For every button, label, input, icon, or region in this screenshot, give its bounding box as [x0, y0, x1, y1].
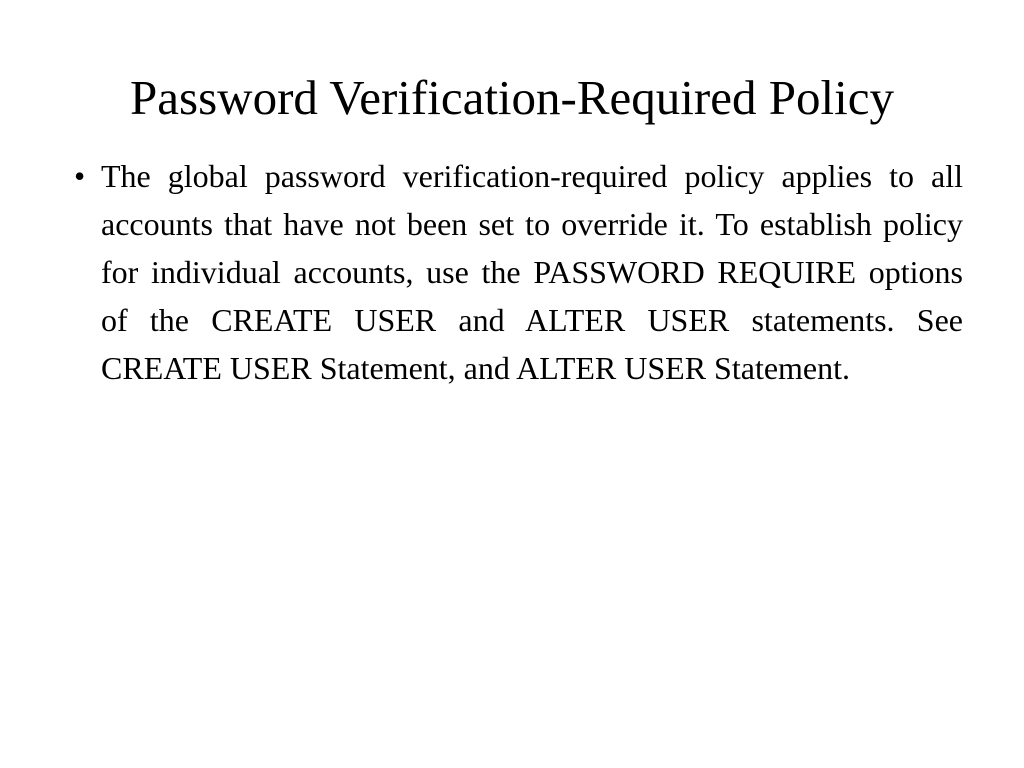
- slide-title: Password Verification-Required Policy: [130, 70, 894, 125]
- bullet-text: The global password verification-required policy applies to all accounts that have not been set to override it. To establish policy for individual accounts, use the PASSWORD REQUIRE options of the CREATE USER and ALTER USER statements. See CREATE USER Statement, and ALTER USER Statement.: [101, 158, 963, 386]
- bullet-marker: •: [74, 158, 86, 194]
- bullet-list: [60, 152, 963, 392]
- bullet-item: [60, 152, 963, 392]
